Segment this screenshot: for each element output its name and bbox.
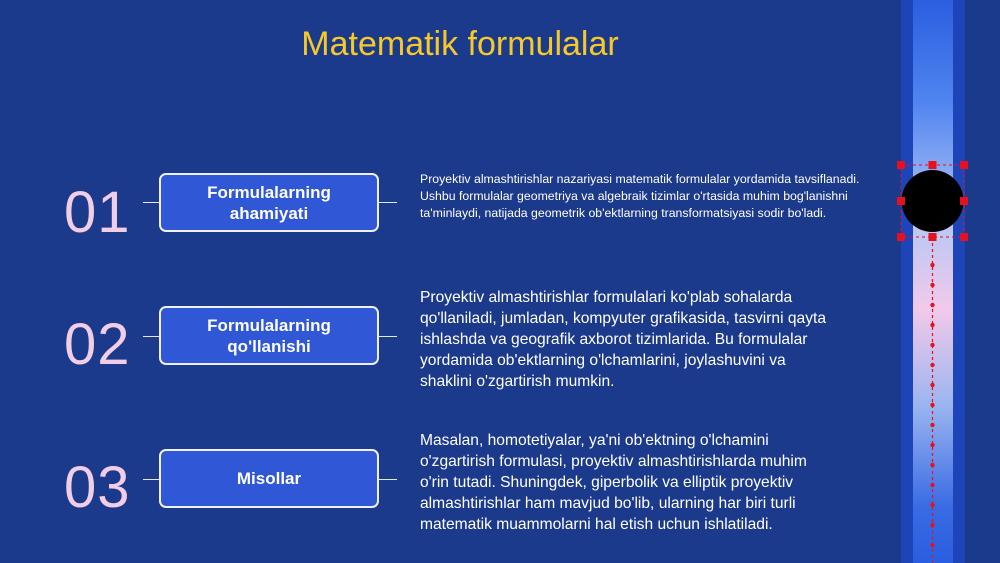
connector-right-02 — [379, 336, 397, 337]
item-description-03[interactable]: Masalan, homotetiyalar, ya'ni ob'ektning o'lchamini o'zgartirish formulasi, proyektiv almashtirishlarda muhim o'rin tutadi. Shuningdek, giperbolik va elliptik proyektiv almashtirishlar ham mavjud bo'lib, ularning har biri turli matematik muammolarni hal etish uchun ishlatiladi. — [420, 432, 807, 533]
handle-top-left — [897, 161, 905, 169]
connector-right-03 — [379, 479, 397, 480]
item-number-01[interactable]: 01 — [64, 180, 131, 245]
item-heading-02-line2: qo'llanishi — [227, 336, 311, 356]
item-description-02[interactable]: Proyektiv almashtirishlar formulalari ko'plab sohalarda qo'llaniladi, jumladan, kompyuter grafikasida, tasvirni qayta ishlashda va geografik axborot tizimlarida. Bu formulalar yordamida ob'ektlarning o'lchamlarini, joylashuvini va shaklini o'zgartirish mumkin. — [420, 289, 827, 390]
slide-title[interactable]: Matematik formulalar — [301, 25, 619, 63]
connector-left-01 — [143, 202, 159, 203]
motion-path-dots — [930, 263, 934, 547]
item-heading-02-line1: Formulalarning — [207, 315, 331, 335]
handle-middle-right — [960, 197, 968, 205]
handle-middle-left — [897, 197, 905, 205]
handle-top-center — [929, 161, 937, 169]
handle-bottom-left — [897, 233, 905, 241]
handle-bottom-right — [960, 233, 968, 241]
item-heading-box-01[interactable] — [159, 173, 379, 232]
item-heading-01-line2: ahamiyati — [229, 203, 309, 223]
item-heading-box-02[interactable] — [159, 306, 379, 365]
item-number-03[interactable]: 03 — [64, 455, 131, 520]
item-heading-01-line1: Formulalarning — [207, 182, 331, 202]
handle-bottom-center — [929, 233, 937, 241]
black-circle-shape[interactable] — [902, 170, 964, 232]
item-description-01[interactable]: Proyektiv almashtirishlar nazariyasi matematik formulalar yordamida tavsiflanadi. Ushbu formulalar geometriya va algebraik tizimlar o'rtasida muhim bog'lanishni ta'minlaydi, natijada geometrik ob'ektlarning transformatsiyasi sodir bo'ladi. — [420, 172, 860, 220]
connector-left-02 — [143, 336, 159, 337]
item-heading-03-line1: Misollar — [236, 469, 302, 488]
selected-shape-group[interactable] — [890, 155, 980, 563]
handle-top-right — [960, 161, 968, 169]
item-number-02[interactable]: 02 — [64, 312, 131, 377]
connector-right-01 — [379, 202, 397, 203]
connector-left-03 — [143, 479, 159, 480]
item-heading-box-03[interactable] — [159, 449, 379, 508]
